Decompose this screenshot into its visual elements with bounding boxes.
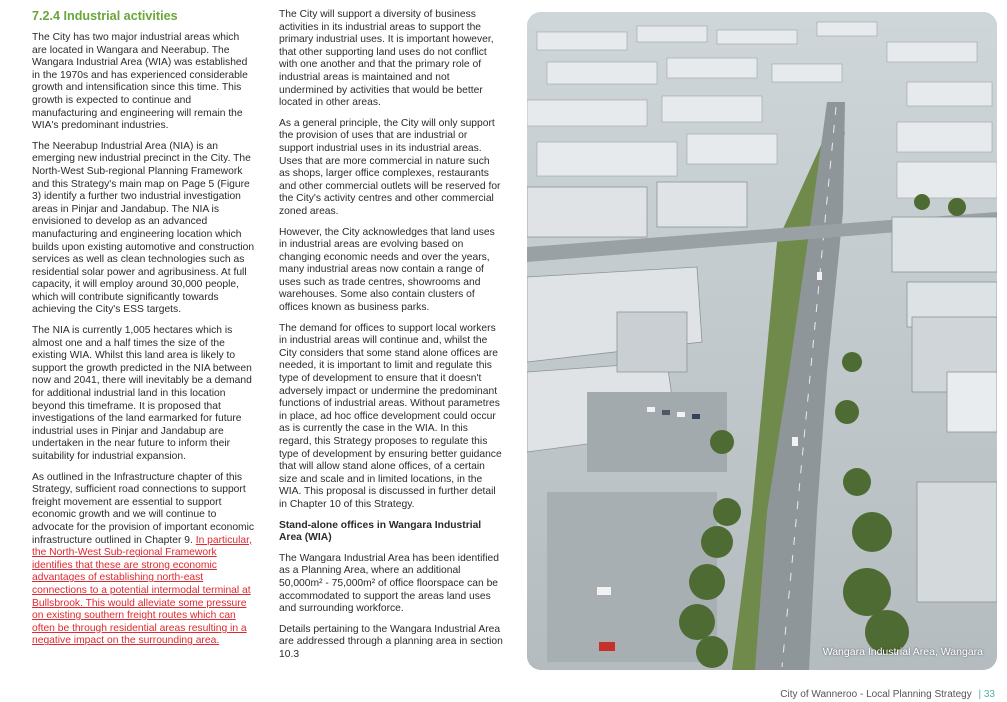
subheading-standalone-offices: Stand-alone offices in Wangara Industrial Area (WIA) <box>279 519 482 544</box>
paragraph-diversity: The City will support a diversity of business activities in its industrial areas to support the primary industrial uses. It is important however, that other supporting land uses do not conflict with one another and that the primary role of industrial areas is maintained and not undermined by activities that would be better located in other areas. <box>279 9 494 109</box>
footer-title: City of Wanneroo - Local Planning Strategy <box>780 689 972 700</box>
freight-highlight-link[interactable]: In particular, the North-West Sub-regional Framework identifies that these are strong economic advantages of establishing north-east connections to a potential intermodal terminal at Bullsbrook. This would alleviate some pressure on existing southern freight routes which can often be through residential areas resulting in a negative impact on the surrounding area. <box>32 534 252 647</box>
aerial-photo <box>527 12 997 670</box>
freight-text: As outlined in the Infrastructure chapter of this Strategy, sufficient road connections to support freight movement are essential to support economic growth and we will continue to advocate for the provision of important economic infrastructure outlined in Chapter 9. <box>32 471 255 546</box>
paragraph-principle: As a general principle, the City will only support the provision of uses that are industrial or support industrial uses in its industrial areas. Uses that are more commercial in nature such as shops, larger office complexes, restaurants and other commercial outlets will be reserved for the City's activity centres and other commercial zoned areas. <box>279 117 501 217</box>
paragraph-office-demand: The demand for offices to support local workers in industrial areas will continue and, whilst the City considers that some stand alone offices are needed, it is important to limit and regulate this type of development to ensure that it doesn't adversely impact or undermine the predominant functions of industrial areas. Without parametres in place, ad hoc office development could occur as is currently the case in the WIA. In this regard, this Strategy proposes to regulate this type of development by ensuring better guidance that will allow stand alone offices, of a certain size and scale and in limited locations, in the WIA. This proposal is discussed in further detail in Chapter 10 of this Strategy. <box>279 322 502 510</box>
paragraph-wia-intro: The City has two major industrial areas which are located in Wangara and Neerabup. The Wangara Industrial Area (WIA) was established in the 1970s and has experienced considerable growth and intensification since this time. This growth is expected to continue and manufacturing and engineering will remain the WIA's predominant industries. <box>32 32 248 132</box>
page-footer <box>780 689 995 700</box>
page-number <box>978 689 995 700</box>
paragraph-evolving-uses: However, the City acknowledges that land uses in industrial areas are evolving based on changing economic needs and over the years, many industrial areas now contain a range of uses such as trade centres, showrooms and warehouses. Some also contain clusters of offices known as business parks. <box>279 226 495 314</box>
paragraph-nia-intro: The Neerabup Industrial Area (NIA) is an emerging new industrial precinct in the City. The North-West Sub-regional Planning Framework and this Strategy's main map on Page 5 (Figure 3) identify a further two industrial investigation areas in Pinjar and Jandabup. The NIA is envisioned to develop as an advanced manufacturing and engineering location which builds upon existing automotive and construction services as well as clean technologies such as residential solar power and agribusiness. At full capacity, it will employ around 30,000 people, which will contribute significantly towards achieving the City's ESS targets. <box>32 140 255 316</box>
aerial-illustration <box>527 12 997 670</box>
paragraph-planning-area: The Wangara Industrial Area has been identified as a Planning Area, where an additional 50,000m² - 75,000m² of office floorspace can be accommodated to support the areas land uses and surrounding workforce. <box>279 552 499 615</box>
footer-separator: | <box>978 689 982 700</box>
page-number-value: 33 <box>983 689 995 700</box>
left-text-column <box>32 9 255 656</box>
paragraph-freight <box>32 472 255 648</box>
middle-text-column <box>279 9 503 670</box>
section-heading: 7.2.4 Industrial activities <box>32 9 178 23</box>
paragraph-details: Details pertaining to the Wangara Industrial Area are addressed through a planning area in section 10.3 <box>279 623 503 660</box>
photo-caption: Wangara Industrial Area, Wangara <box>822 646 983 658</box>
paragraph-nia-size: The NIA is currently 1,005 hectares which is almost one and a half times the size of the existing WIA. Whilst this land area is likely to support the growth predicted in the NIA between now and 2041, there will inevitably be a demand for additional industrial land in this location beyond this timeframe. It is proposed that investigations of the land earmarked for future industrial uses in Pinjar and Jandabup are undertaken in the near future to inform their suitability for industrial expansion. <box>32 325 252 462</box>
